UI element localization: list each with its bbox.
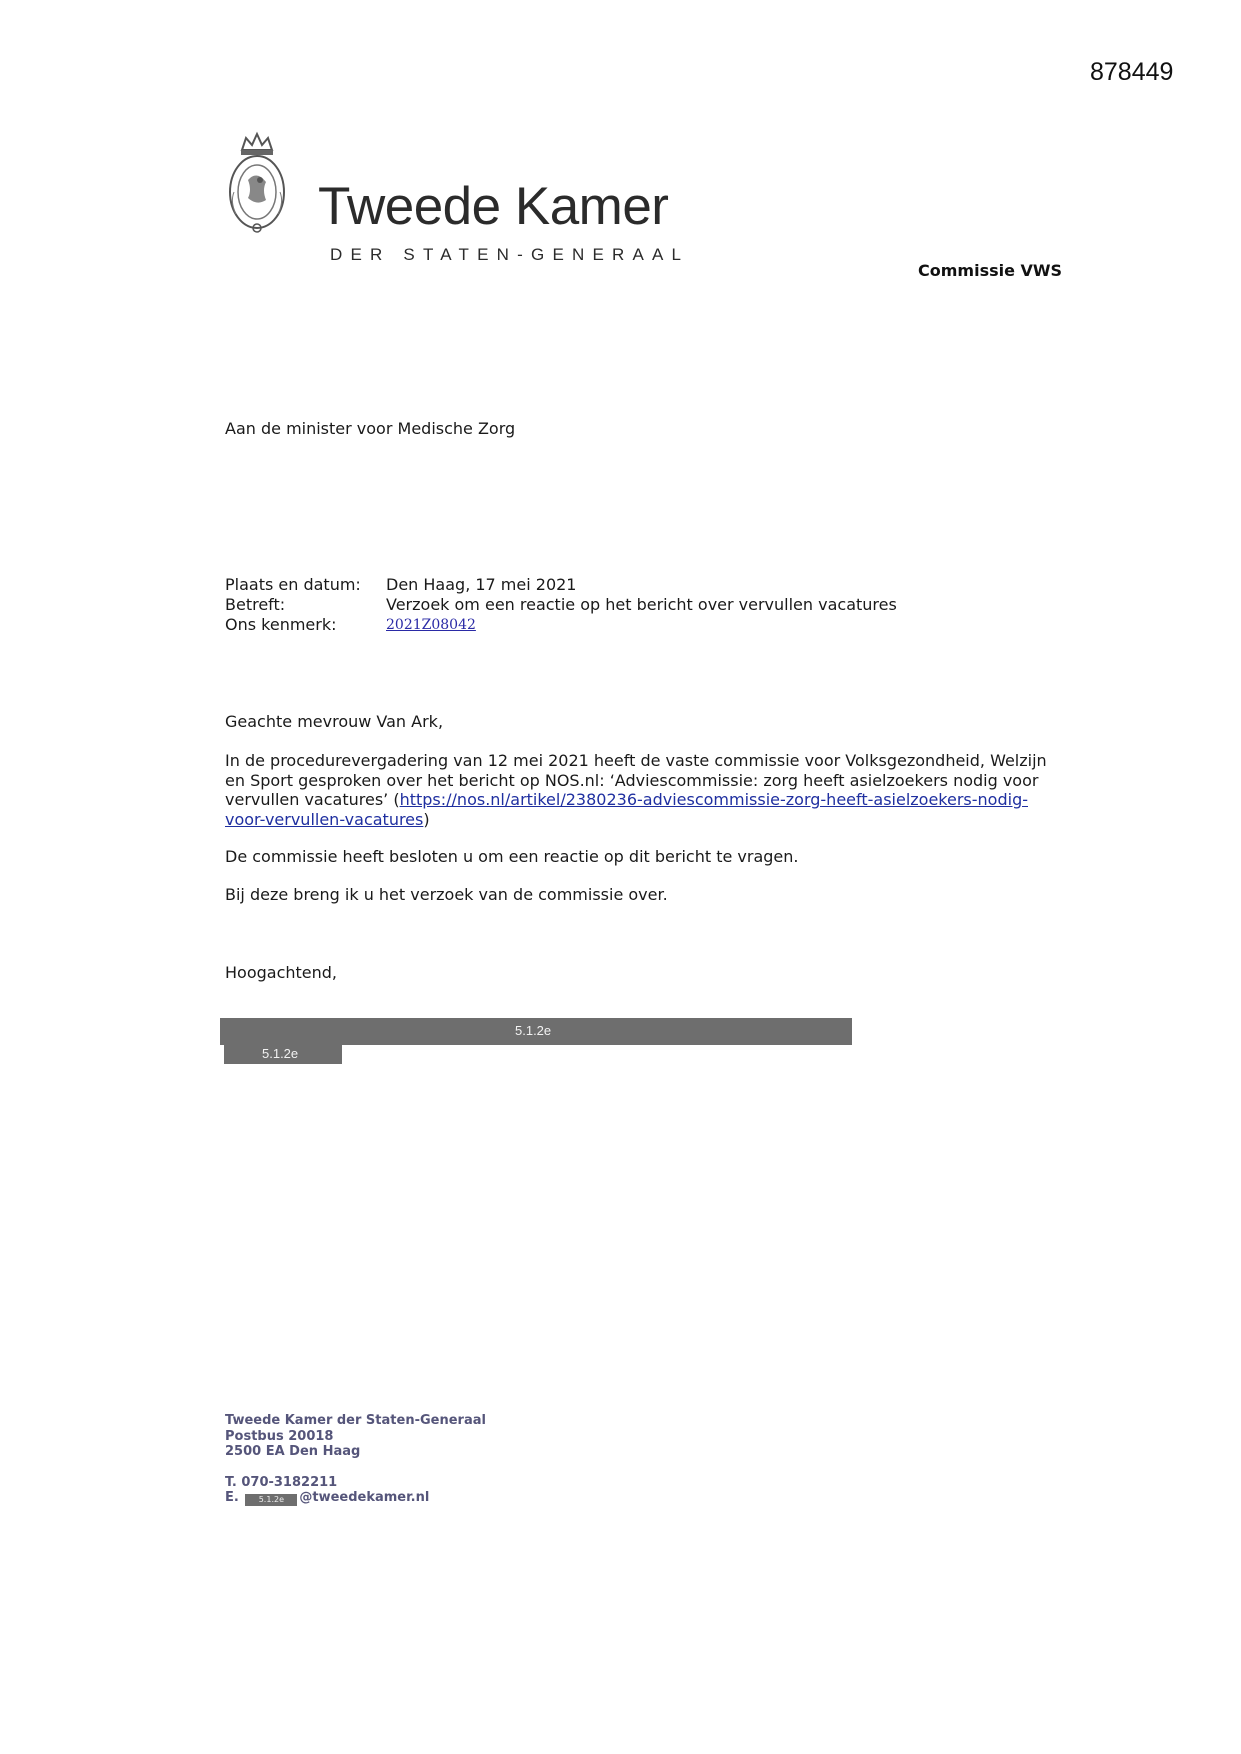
footer-email (225, 1490, 486, 1506)
salutation: Geachte mevrouw Van Ark, (225, 712, 444, 731)
meta-reference (225, 615, 897, 635)
footer-email-prefix: E. (225, 1490, 239, 1505)
email-redaction: 5.1.2e (245, 1494, 297, 1506)
body-line-end: ) (423, 809, 430, 829)
body-line-text: vervullen vacatures’ ( (225, 790, 400, 809)
redaction-label: 5.1.2e (515, 1023, 552, 1038)
document-number: 878449 (1090, 58, 1174, 86)
body-line (225, 810, 1055, 830)
redaction-label: 5.1.2e (262, 1046, 299, 1061)
meta-subject-value: Verzoek om een reactie op het bericht over vervullen vacatures (386, 595, 897, 614)
meta-place-date-value: Den Haag, 17 mei 2021 (386, 575, 577, 594)
body-line: In de procedurevergadering van 12 mei 2021 heeft de vaste commissie voor Volksgezondheid, Welzijn (225, 751, 1047, 770)
body-line (225, 790, 1055, 810)
body-paragraph-1 (225, 751, 1055, 829)
footer-org: Tweede Kamer der Staten-Generaal (225, 1413, 486, 1428)
footer-address (225, 1413, 486, 1506)
closing: Hoogachtend, (225, 963, 338, 982)
crest-icon (226, 130, 288, 238)
body-paragraph-2: De commissie heeft besloten u om een reactie op dit bericht te vragen. (225, 847, 799, 866)
meta-place-date-label: Plaats en datum: (225, 575, 361, 594)
letter-body (225, 751, 1055, 922)
body-paragraph-3: Bij deze breng ik u het verzoek van de commissie over. (225, 884, 668, 904)
meta-reference-label: Ons kenmerk: (225, 615, 337, 634)
meta-subject (225, 595, 897, 615)
nos-article-link[interactable]: https://nos.nl/artikel/2380236-adviescommissie-zorg-heeft-asielzoekers-nodig- (399, 790, 1028, 809)
footer-postbus: Postbus 20018 (225, 1428, 334, 1444)
addressee: Aan de minister voor Medische Zorg (225, 419, 516, 438)
body-line: en Sport gesproken over het bericht op NOS.nl: ‘Adviescommissie: zorg heeft asielzoekers nodig voor (225, 770, 1039, 790)
footer-phone: T. 070-3182211 (225, 1474, 338, 1490)
meta-place-date (225, 575, 897, 595)
meta-subject-label: Betreft: (225, 595, 286, 614)
footer-email-domain: @tweedekamer.nl (299, 1490, 430, 1505)
letter-meta (225, 575, 897, 635)
nos-article-link-continued[interactable]: voor-vervullen-vacatures (225, 809, 424, 829)
footer-city: 2500 EA Den Haag (225, 1444, 361, 1459)
meta-reference-link[interactable]: 2021Z08042 (386, 617, 476, 633)
brand-subtitle: DER STATEN-GENERAAL (330, 245, 690, 264)
brand-name: Tweede Kamer (318, 177, 669, 236)
committee-name: Commissie VWS (918, 261, 1063, 280)
